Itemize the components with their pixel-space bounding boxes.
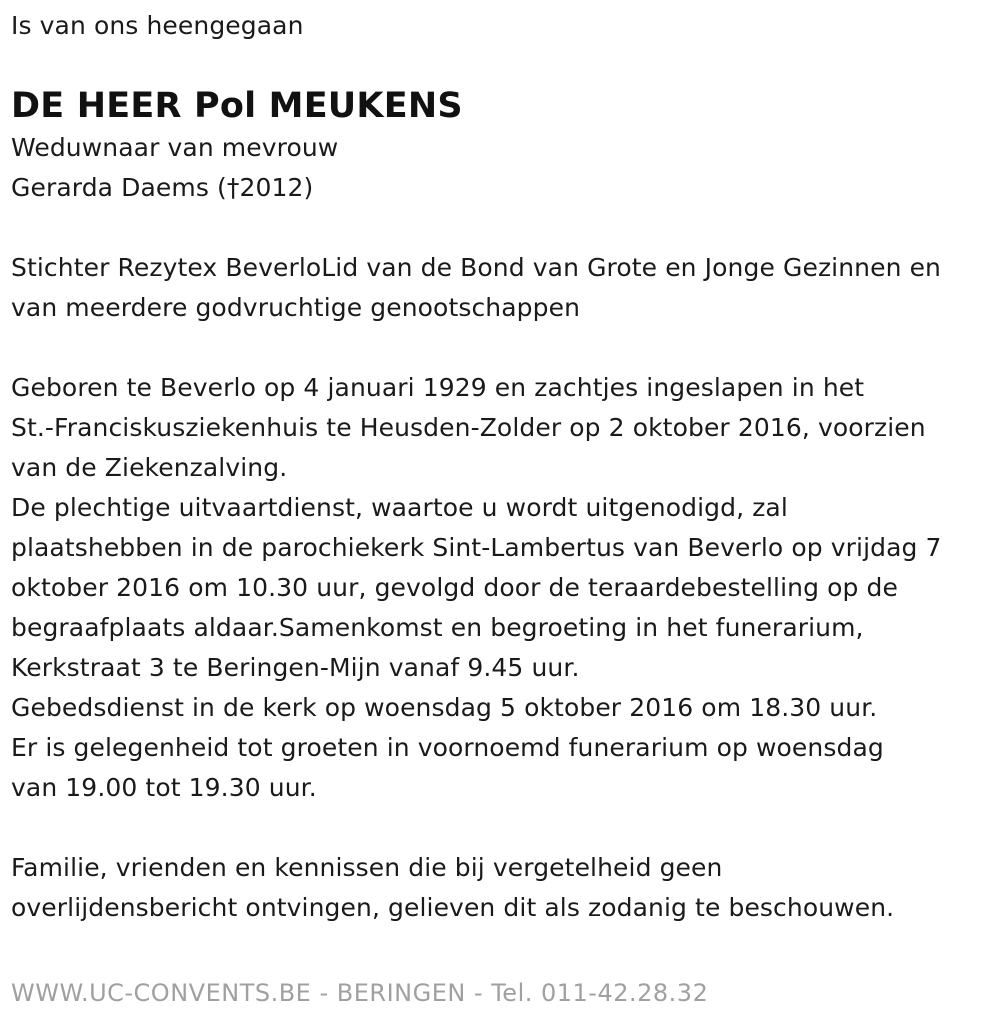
details-line: oktober 2016 om 10.30 uur, gevolgd door de teraardebestelling op de [11,573,898,602]
intro-text: Is van ons heengegaan [11,11,304,40]
details-line: van de Ziekenzalving. [11,453,288,482]
roles-line: van meerdere godvruchtige genootschappen [11,293,581,322]
details-line: plaatshebben in de parochiekerk Sint-Lambertus van Beverlo op vrijdag 7 [11,533,942,562]
details-line: Geboren te Beverlo op 4 januari 1929 en zachtjes ingeslapen in het [11,373,865,402]
details-line: St.-Franciskusziekenhuis te Heusden-Zolder op 2 oktober 2016, voorzien [11,413,926,442]
spouse-line: Weduwnaar van mevrouw [11,133,339,162]
details-line: De plechtige uitvaartdienst, waartoe u wordt uitgenodigd, zal [11,493,788,522]
spouse-block [11,128,991,208]
details-line: van 19.00 tot 19.30 uur. [11,773,317,802]
deceased-name: DE HEER Pol MEUKENS [11,86,463,126]
spouse-line: Gerarda Daems (†2012) [11,173,314,202]
details-line: Gebedsdienst in de kerk op woensdag 5 oktober 2016 om 18.30 uur. [11,693,878,722]
obituary-notice [11,6,991,928]
details-block [11,368,991,808]
spacer [11,808,991,848]
details-line: begraafplaats aldaar.Samenkomst en begroeting in het funerarium, [11,613,864,642]
closing-line: overlijdensbericht ontvingen, gelieven dit als zodanig te beschouwen. [11,893,895,922]
details-line: Er is gelegenheid tot groeten in voornoemd funerarium op woensdag [11,733,884,762]
roles-block [11,248,991,328]
roles-line: Stichter Rezytex BeverloLid van de Bond van Grote en Jonge Gezinnen en [11,253,941,282]
spacer [11,208,991,248]
closing-block [11,848,991,928]
spacer [11,328,991,368]
closing-line: Familie, vrienden en kennissen die bij vergetelheid geen [11,853,723,882]
footer-credit: WWW.UC-CONVENTS.BE - BERINGEN - Tel. 011-42.28.32 [11,979,709,1007]
details-line: Kerkstraat 3 te Beringen-Mijn vanaf 9.45 uur. [11,653,580,682]
